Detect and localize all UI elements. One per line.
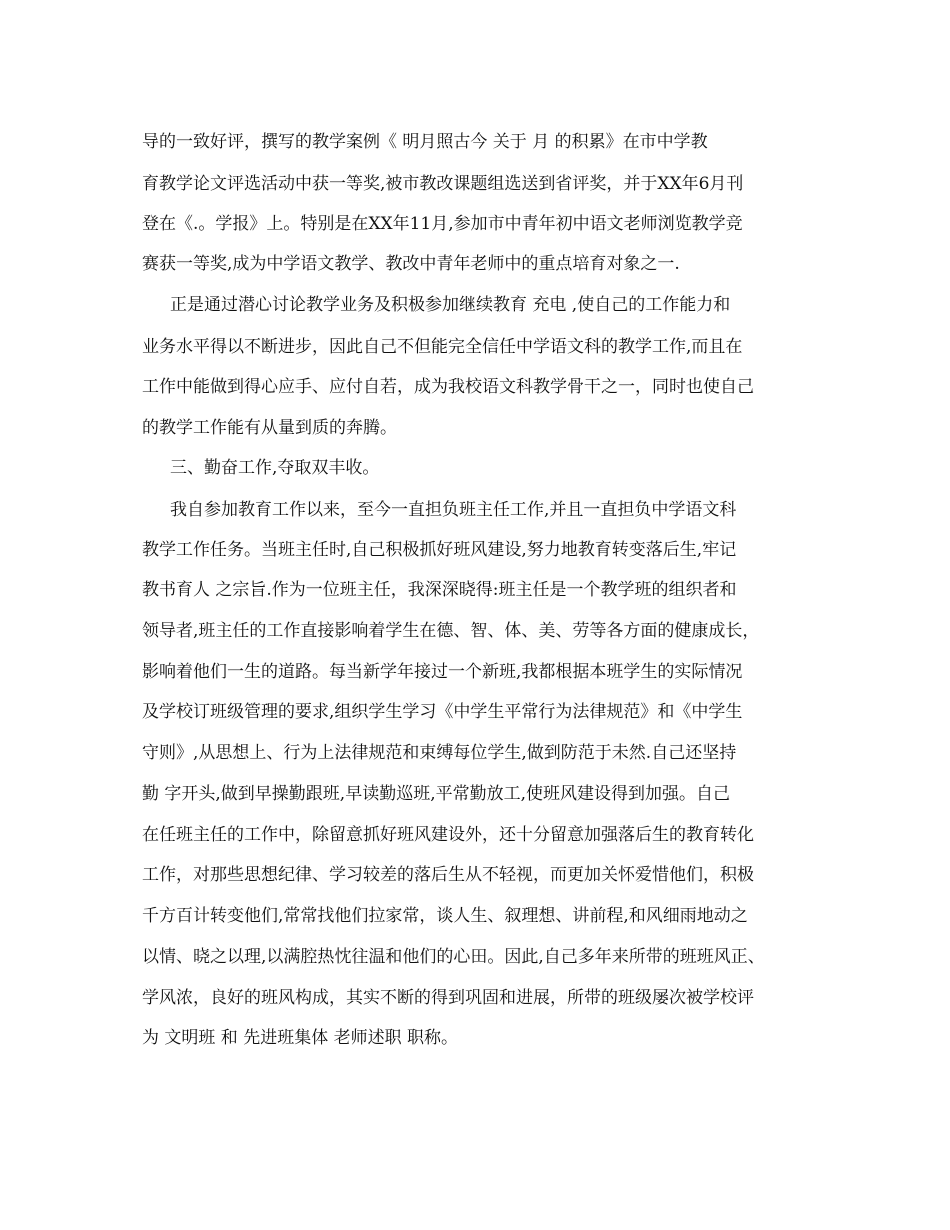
text-line: 赛获一等奖,成为中学语文教学、教改中青年老师中的重点培育对象之一. (142, 254, 680, 274)
text-line: 守则》,从思想上、行为上法律规范和束缚每位学生,做到防范于未然.自己还坚持 (142, 743, 737, 763)
text-line: 在任班主任的工作中，除留意抓好班风建设外，还十分留意加强落后生的教育转化 (142, 825, 754, 845)
text-line: 登在《.。学报》上。特别是在XX年11月,参加市中青年初中语文老师浏览教学竞 (142, 214, 743, 234)
text-line: 影响着他们一生的道路。每当新学年接过一个新班,我都根据本班学生的实际情况 (142, 662, 743, 682)
text-line: 工作，对那些思想纪律、学习较差的落后生从不轻视，而更加关怀爱惜他们，积极 (142, 865, 754, 885)
text-line: 千方百计转变他们,常常找他们拉家常，谈人生、叙理想、讲前程,和风细雨地动之 (142, 906, 748, 926)
text-line: 及学校订班级管理的要求,组织学生学习《中学生平常行为法律规范》和《中学生 (142, 702, 743, 722)
text-line: 业务水平得以不断进步，因此自己不但能完全信任中学语文科的教学工作,而且在 (142, 337, 743, 357)
text-line: 教书育人 之宗旨.作为一位班主任，我深深晓得:班主任是一个教学班的组织者和 (142, 580, 737, 600)
text-line: 领导者,班主任的工作直接影响着学生在德、智、体、美、劳等各方面的健康成长， (142, 621, 760, 641)
text-line: 工作中能做到得心应手、应付自若，成为我校语文科教学骨干之一，同时也使自己 (142, 377, 754, 397)
text-line: 的教学工作能有从量到质的奔腾。 (142, 418, 397, 438)
text-line: 为 文明班 和 先进班集体 老师述职 职称。 (142, 1028, 459, 1048)
text-line: 导的一致好评，撰写的教学案例《 明月照古今 关于 月 的积累》在市中学教 (142, 132, 708, 152)
text-line: 育教学论文评选活动中获一等奖,被市教改课题组选送到省评奖，并于XX年6月刊 (142, 174, 744, 194)
text-line: 我自参加教育工作以来，至今一直担负班主任工作,并且一直担负中学语文科 (170, 500, 737, 520)
text-line: 以情、晓之以理,以满腔热忱往温和他们的心田。因此,自己多年来所带的班班风正、 (142, 947, 765, 967)
text-line: 学风浓，良好的班风构成，其实不断的得到巩固和进展，所带的班级屡次被学校评 (142, 988, 754, 1008)
section-heading: 三、勤奋工作,夺取双丰收。 (170, 458, 380, 478)
text-line: 正是通过潜心讨论教学业务及积极参加继续教育 充电 ,使自己的工作能力和 (170, 295, 731, 315)
text-line: 勤 字开头,做到早操勤跟班,早读勤巡班,平常勤放工,使班风建设得到加强。自己 (142, 784, 731, 804)
text-line: 教学工作任务。当班主任时,自己积极抓好班风建设,努力地教育转变落后生,牢记 (142, 540, 737, 560)
